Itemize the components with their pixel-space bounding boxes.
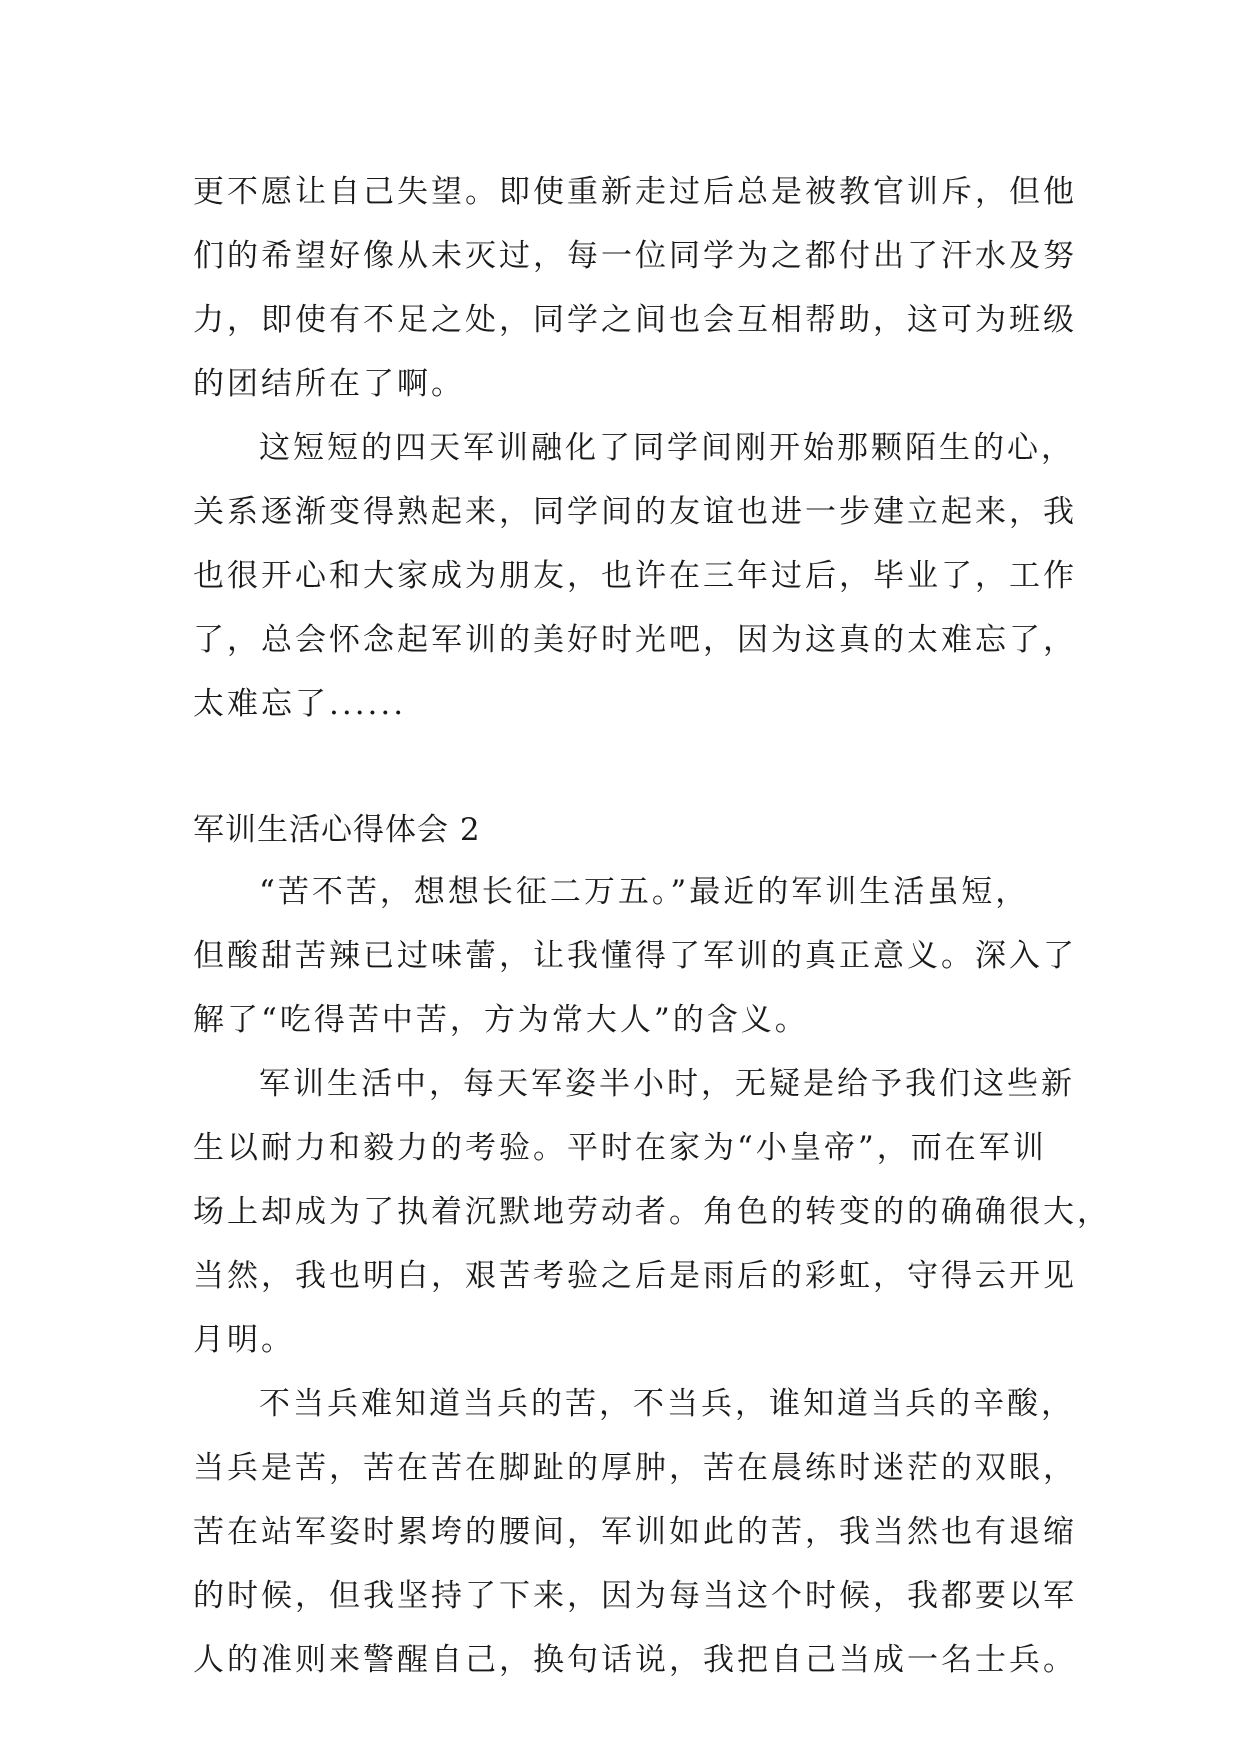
text-line: 月明。 xyxy=(193,1322,295,1358)
text-line: 力，即使有不足之处，同学之间也会互相帮助，这可为班级 xyxy=(193,302,1077,338)
text-line: 场上却成为了执着沉默地劳动者。角色的转变的的确确很大， xyxy=(193,1194,1111,1230)
text-line: 当兵是苦，苦在苦在脚趾的厚肿，苦在晨练时迷茫的双眼， xyxy=(193,1450,1077,1486)
document-page xyxy=(193,160,1111,1692)
text-line: 的团结所在了啊。 xyxy=(193,366,465,402)
text-line: 们的希望好像从未灭过，每一位同学为之都付出了汗水及努 xyxy=(193,238,1077,274)
text-line: 也很开心和大家成为朋友，也许在三年过后，毕业了，工作 xyxy=(193,558,1077,594)
text-line: 当然，我也明白，艰苦考验之后是雨后的彩虹，守得云开见 xyxy=(193,1258,1077,1294)
text-line: 但酸甜苦辣已过味蕾，让我懂得了军训的真正意义。深入了 xyxy=(193,938,1077,974)
paragraph xyxy=(193,1052,1111,1372)
text-line: 解了“吃得苦中苦，方为常大人”的含义。 xyxy=(193,1002,809,1038)
text-line: 关系逐渐变得熟起来，同学间的友谊也进一步建立起来，我 xyxy=(193,494,1077,530)
paragraph xyxy=(193,860,1077,1052)
paragraph xyxy=(193,160,1077,416)
section-gap xyxy=(193,736,1073,800)
text-line: 军训生活中，每天军姿半小时，无疑是给予我们这些新 xyxy=(259,1066,1075,1102)
text-line: 这短短的四天军训融化了同学间刚开始那颗陌生的心， xyxy=(259,430,1075,466)
text-line: 生以耐力和毅力的考验。平时在家为“小皇帝”，而在军训 xyxy=(193,1130,1047,1166)
section-title: 军训生活心得体会 2 xyxy=(193,812,481,848)
text-line: 太难忘了...... xyxy=(193,686,407,722)
text-line: “苦不苦，想想长征二万五。”最近的军训生活虽短， xyxy=(259,874,1030,910)
text-line: 人的准则来警醒自己，换句话说，我把自己当成一名士兵。 xyxy=(193,1642,1077,1678)
text-line: 了，总会怀念起军训的美好时光吧，因为这真的太难忘了， xyxy=(193,622,1077,658)
text-line: 更不愿让自己失望。即使重新走过后总是被教官训斥，但他 xyxy=(193,174,1077,210)
paragraph xyxy=(193,416,1077,736)
text-line: 不当兵难知道当兵的苦，不当兵，谁知道当兵的辛酸， xyxy=(259,1386,1075,1422)
text-line: 的时候，但我坚持了下来，因为每当这个时候，我都要以军 xyxy=(193,1578,1077,1614)
paragraph xyxy=(193,1372,1077,1692)
text-line: 苦在站军姿时累垮的腰间，军训如此的苦，我当然也有退缩 xyxy=(193,1514,1077,1550)
